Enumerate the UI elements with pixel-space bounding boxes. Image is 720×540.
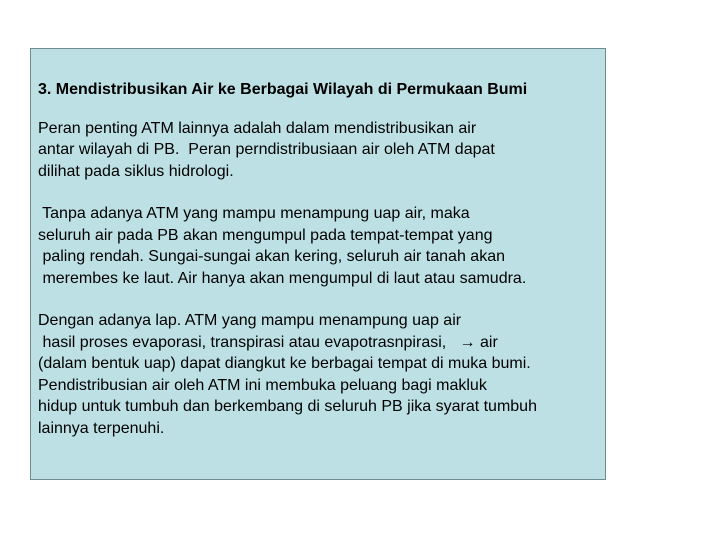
- text-line: Pendistribusian air oleh ATM ini membuka peluang bagi makluk: [38, 376, 487, 394]
- paragraph-3: [38, 310, 599, 439]
- section-heading: 3. Mendistribusikan Air ke Berbagai Wilayah di Permukaan Bumi: [38, 81, 528, 98]
- paragraph-1: [38, 118, 599, 183]
- text-line: antar wilayah di PB. Peran perndistribusiaan air oleh ATM dapat: [38, 141, 495, 158]
- text-line: hidup untuk tumbuh dan berkembang di seluruh PB jika syarat tumbuh: [38, 398, 537, 415]
- text-line: seluruh air pada PB akan mengumpul pada tempat-tempat yang: [38, 226, 493, 244]
- text-line: Peran penting ATM lainnya adalah dalam mendistribusikan air: [38, 119, 477, 137]
- text-line: paling rendah. Sungai-sungai akan kering, seluruh air tanah akan: [38, 248, 505, 265]
- text-line: lainnya terpenuhi.: [38, 419, 165, 437]
- text-line: dilihat pada siklus hidrologi.: [38, 162, 234, 180]
- text-line: Dengan adanya lap. ATM yang mampu menampung uap air: [38, 312, 462, 329]
- text-line: hasil proses evaporasi, transpirasi atau evapotrasnpirasi, → air: [38, 333, 498, 351]
- text-line: merembes ke laut. Air hanya akan mengumpul di laut atau samudra.: [38, 269, 527, 287]
- text-line: Tanpa adanya ATM yang mampu menampung uap air, maka: [38, 205, 470, 222]
- text-line: (dalam bentuk uap) dapat diangkut ke berbagai tempat di muka bumi.: [38, 355, 531, 372]
- content-text-box: [30, 48, 606, 480]
- paragraph-2: [38, 203, 599, 289]
